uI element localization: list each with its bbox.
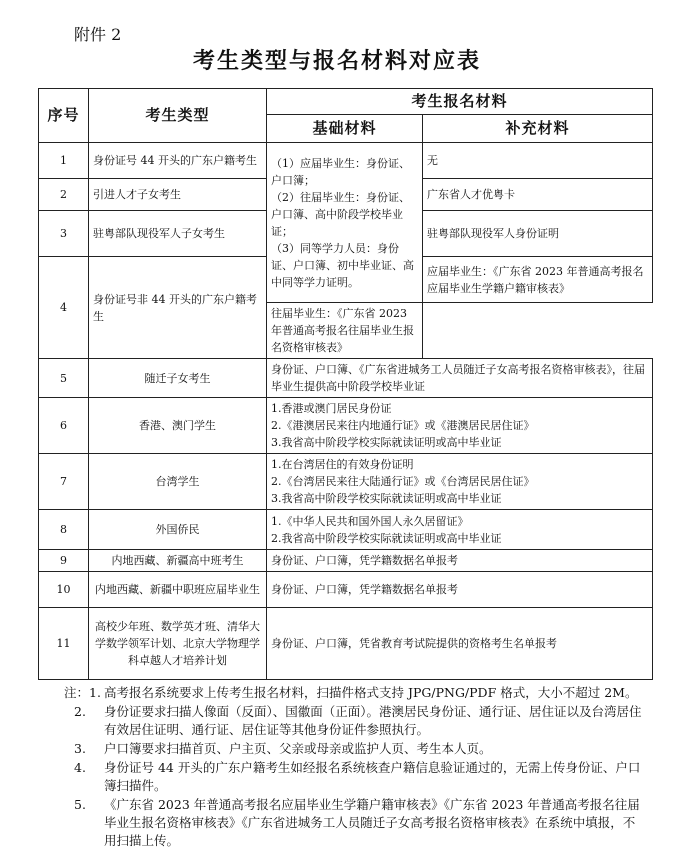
note-item bbox=[74, 759, 644, 795]
candidate-type: 随迁子女考生 bbox=[89, 359, 267, 398]
note-prefix: 4. bbox=[74, 760, 86, 775]
row-number: 9 bbox=[39, 550, 89, 572]
row-number: 1 bbox=[39, 143, 89, 179]
note-text: 身份证要求扫描人像面（反面）、国徽面（正面）。港澳居民身份证、通行证、居住证以及台湾居住有效居住证明、通行证、居住证等其他身份证件参照执行。 bbox=[104, 704, 642, 737]
table-row bbox=[39, 359, 653, 398]
basic-item: （2）往届毕业生：身份证、户口簿、高中阶段学校毕业证； bbox=[271, 190, 410, 238]
basic-item: （1）应届毕业生：身份证、户口簿； bbox=[271, 156, 410, 187]
row-number: 5 bbox=[39, 359, 89, 398]
notes-section bbox=[64, 684, 644, 851]
supplement-material: 应届毕业生：《广东省 2023 年普通高考报名应届毕业生学籍户籍审核表》 bbox=[423, 257, 653, 303]
table-row bbox=[39, 608, 653, 680]
supplement-material: 无 bbox=[423, 143, 653, 179]
attachment-label: 附件 2 bbox=[74, 25, 122, 44]
candidate-type: 内地西藏、新疆中职班应届毕业生 bbox=[89, 572, 267, 608]
row-number: 8 bbox=[39, 510, 89, 550]
candidate-type: 高校少年班、数学英才班、清华大学数学领军计划、北京大学物理学科卓越人才培养计划 bbox=[89, 608, 267, 680]
note-text: 高考报名系统要求上传考生报名材料，扫描件格式支持 JPG/PNG/PDF 格式，大小不超过 2M。 bbox=[104, 685, 638, 700]
candidate-type: 台湾学生 bbox=[89, 454, 267, 510]
note-item bbox=[74, 740, 644, 758]
row-number: 3 bbox=[39, 211, 89, 257]
note-item bbox=[74, 796, 644, 850]
header-basic: 基础材料 bbox=[267, 115, 423, 143]
row-number: 6 bbox=[39, 398, 89, 454]
header-supplement: 补充材料 bbox=[423, 115, 653, 143]
note-item bbox=[64, 684, 644, 702]
row-number: 2 bbox=[39, 179, 89, 211]
basic-materials-group bbox=[267, 143, 423, 303]
table-row bbox=[39, 143, 653, 179]
row-number: 7 bbox=[39, 454, 89, 510]
candidate-type: 身份证号非 44 开头的广东户籍考生 bbox=[89, 257, 267, 359]
supplement-material: 广东省人才优粤卡 bbox=[423, 179, 653, 211]
table-row bbox=[39, 550, 653, 572]
materials-merged: 身份证、户口簿，凭学籍数据名单报考 bbox=[267, 572, 653, 608]
header-type: 考生类型 bbox=[89, 89, 267, 143]
note-prefix: 5. bbox=[74, 797, 86, 812]
materials-table bbox=[38, 88, 653, 680]
candidate-type: 身份证号 44 开头的广东户籍考生 bbox=[89, 143, 267, 179]
header-materials: 考生报名材料 bbox=[267, 89, 653, 115]
materials-merged: 1.《中华人民共和国外国人永久居留证》 2.我省高中阶段学校实际就读证明或高中毕业证 bbox=[267, 510, 653, 550]
note-text: 户口簿要求扫描首页、户主页、父亲或母亲或监护人页、考生本人页。 bbox=[104, 741, 492, 756]
table-row bbox=[39, 398, 653, 454]
materials-merged: 1.香港或澳门居民身份证 2.《港澳居民来往内地通行证》或《港澳居民居住证》 3.我省高中阶段学校实际就读证明或高中毕业证 bbox=[267, 398, 653, 454]
materials-merged: 身份证、户口簿、《广东省进城务工人员随迁子女高考报名资格审核表》，往届毕业生提供高中阶段学校毕业证 bbox=[267, 359, 653, 398]
row-number: 4 bbox=[39, 257, 89, 359]
candidate-type: 驻粤部队现役军人子女考生 bbox=[89, 211, 267, 257]
candidate-type: 香港、澳门学生 bbox=[89, 398, 267, 454]
note-prefix: 注：1. bbox=[64, 685, 101, 700]
row-number: 11 bbox=[39, 608, 89, 680]
table-row bbox=[39, 572, 653, 608]
materials-merged: 身份证、户口簿，凭学籍数据名单报考 bbox=[267, 550, 653, 572]
note-text: 身份证号 44 开头的广东户籍考生如经报名系统核查户籍信息验证通过的，无需上传身份证、户口簿扫描件。 bbox=[104, 760, 641, 793]
candidate-type: 外国侨民 bbox=[89, 510, 267, 550]
note-prefix: 3. bbox=[74, 741, 86, 756]
table-row bbox=[39, 510, 653, 550]
note-text: 《广东省 2023 年普通高考报名应届毕业生学籍户籍审核表》《广东省 2023 年普通高考报名往届毕业生报名资格审核表》《广东省进城务工人员随迁子女高考报名资格审核表》在系统中填报，不用扫描上传。 bbox=[104, 797, 640, 848]
candidate-type: 引进人才子女考生 bbox=[89, 179, 267, 211]
supplement-material: 往届毕业生：《广东省 2023 年普通高考报名往届毕业生报名资格审核表》 bbox=[267, 303, 423, 359]
row-number: 10 bbox=[39, 572, 89, 608]
basic-item: （3）同等学力人员：身份证、户口簿、初中毕业证、高中同等学力证明。 bbox=[271, 241, 414, 289]
header-seq: 序号 bbox=[39, 89, 89, 143]
table-row bbox=[39, 454, 653, 510]
materials-merged: 身份证、户口簿，凭省教育考试院提供的资格考生名单报考 bbox=[267, 608, 653, 680]
document-title: 考生类型与报名材料对应表 bbox=[192, 48, 481, 74]
note-prefix: 2. bbox=[74, 704, 86, 719]
materials-merged: 1.在台湾居住的有效身份证明 2.《台湾居民来往大陆通行证》或《台湾居民居住证》 3.我省高中阶段学校实际就读证明或高中毕业证 bbox=[267, 454, 653, 510]
candidate-type: 内地西藏、新疆高中班考生 bbox=[89, 550, 267, 572]
supplement-material: 驻粤部队现役军人身份证明 bbox=[423, 211, 653, 257]
note-item bbox=[74, 703, 644, 739]
